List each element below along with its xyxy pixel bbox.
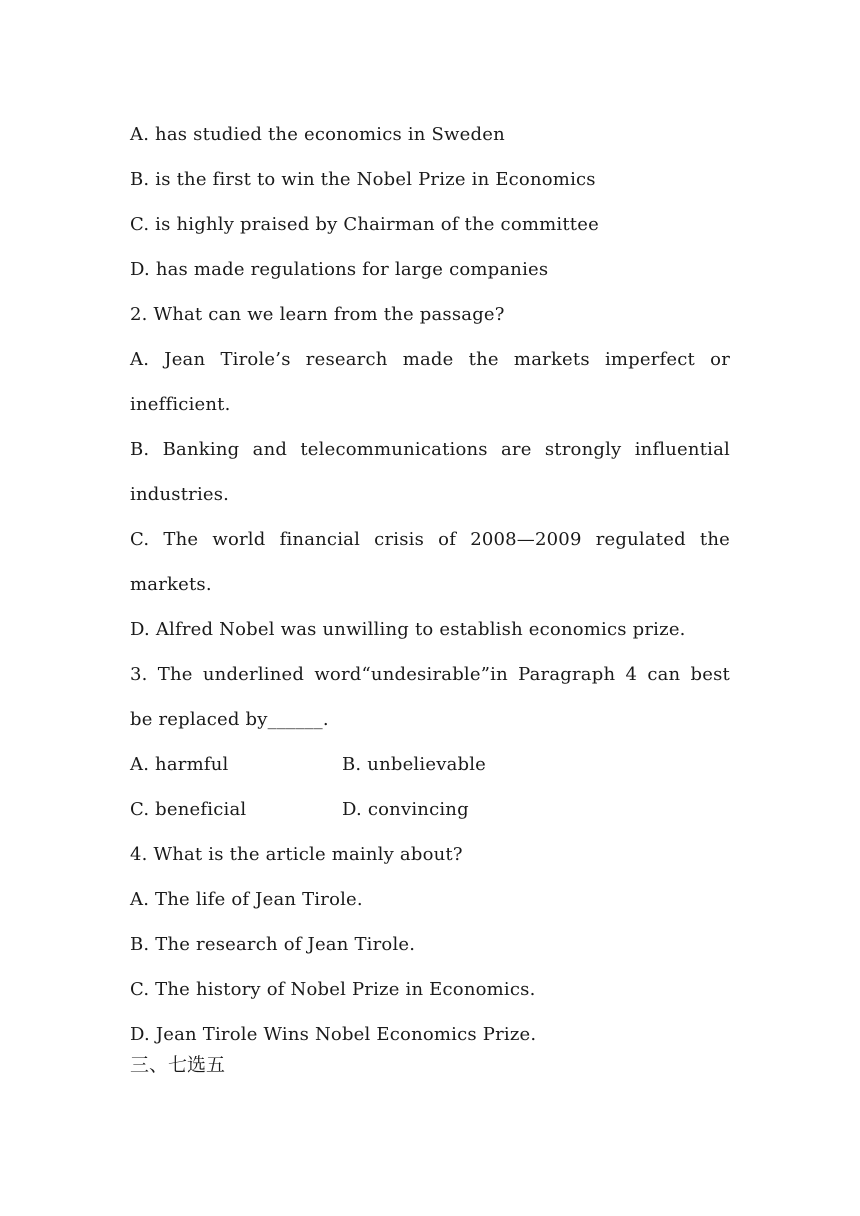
q2-option-a-line2: inefficient. [130, 394, 231, 415]
q2-stem: 2. What can we learn from the passage? [130, 304, 505, 325]
q3-options-row1 [130, 742, 730, 787]
q3-option-d: D. convincing [342, 799, 469, 820]
q2-option-d: D. Alfred Nobel was unwilling to establish economics prize. [130, 619, 686, 640]
section-heading: 三、七选五 [130, 1054, 226, 1076]
q3-stem-line2: be replaced by______. [130, 709, 329, 730]
q2-option-c-line2: markets. [130, 574, 212, 595]
q2-option-c-line1: C. The world financial crisis of 2008—2009 regulated the [130, 529, 730, 550]
q3-options-row2 [130, 787, 730, 832]
document-page [130, 112, 730, 1077]
q1-option-a: A. has studied the economics in Sweden [130, 124, 505, 145]
q3-option-b: B. unbelievable [342, 754, 487, 775]
q4-option-d: D. Jean Tirole Wins Nobel Economics Prize. [130, 1024, 537, 1045]
q4-option-b: B. The research of Jean Tirole. [130, 934, 416, 955]
q4-option-a: A. The life of Jean Tirole. [130, 889, 363, 910]
q2-option-b-line1: B. Banking and telecommunications are strongly influential [130, 439, 730, 460]
q3-option-c: C. beneficial [130, 799, 247, 820]
q1-option-d: D. has made regulations for large companies [130, 259, 549, 280]
q4-stem: 4. What is the article mainly about? [130, 844, 463, 865]
q1-option-c: C. is highly praised by Chairman of the committee [130, 214, 599, 235]
q4-option-c: C. The history of Nobel Prize in Economics. [130, 979, 536, 1000]
q3-stem-line1: 3. The underlined word“undesirable”in Paragraph 4 can best [130, 664, 730, 685]
q2-option-b-line2: industries. [130, 484, 230, 505]
q1-option-b: B. is the first to win the Nobel Prize in Economics [130, 169, 596, 190]
q2-option-a-line1: A. Jean Tirole’s research made the markets imperfect or [130, 349, 730, 370]
q3-option-a: A. harmful [130, 754, 229, 775]
